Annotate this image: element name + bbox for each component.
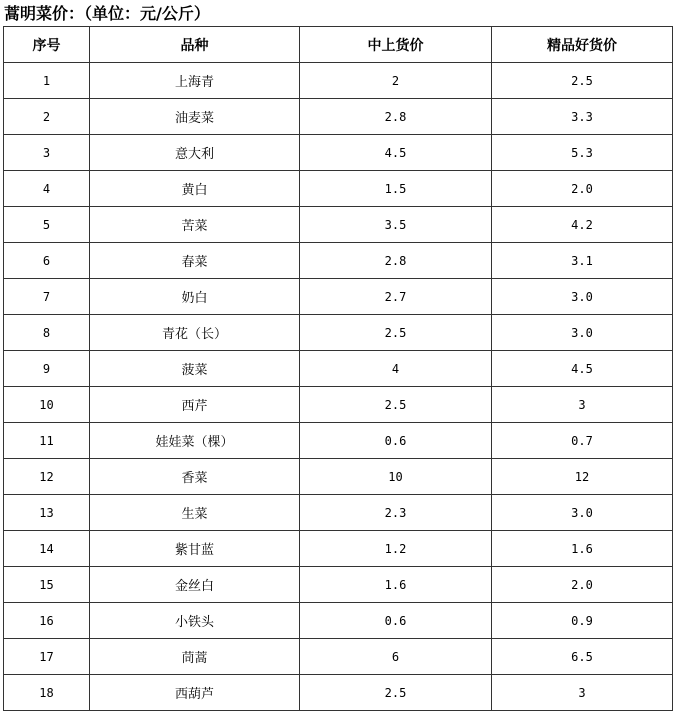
cell-variety: 苦菜 (90, 207, 300, 243)
table-row (4, 531, 673, 567)
cell-mid-price: 10 (300, 459, 492, 495)
cell-premium-price: 3.0 (492, 315, 673, 351)
cell-variety: 青花（长） (90, 315, 300, 351)
table-body (4, 63, 673, 711)
cell-mid-price: 2.3 (300, 495, 492, 531)
cell-variety: 西芹 (90, 387, 300, 423)
page-title: 蒿明菜价：（单位：元/公斤） (4, 4, 210, 23)
table-row (4, 639, 673, 675)
cell-mid-price: 1.6 (300, 567, 492, 603)
cell-premium-price: 3 (492, 675, 673, 711)
cell-mid-price: 2 (300, 63, 492, 99)
cell-variety: 奶白 (90, 279, 300, 315)
cell-variety: 茼蒿 (90, 639, 300, 675)
cell-index: 2 (4, 99, 90, 135)
cell-premium-price: 5.3 (492, 135, 673, 171)
header-variety: 品种 (90, 27, 300, 63)
price-table (3, 26, 673, 711)
cell-index: 11 (4, 423, 90, 459)
cell-index: 9 (4, 351, 90, 387)
cell-index: 18 (4, 675, 90, 711)
cell-variety: 金丝白 (90, 567, 300, 603)
cell-premium-price: 2.0 (492, 567, 673, 603)
header-mid-price: 中上货价 (300, 27, 492, 63)
cell-premium-price: 4.2 (492, 207, 673, 243)
cell-mid-price: 0.6 (300, 423, 492, 459)
table-row (4, 567, 673, 603)
cell-variety: 油麦菜 (90, 99, 300, 135)
cell-premium-price: 3.0 (492, 279, 673, 315)
table-row (4, 459, 673, 495)
table-row (4, 63, 673, 99)
cell-mid-price: 3.5 (300, 207, 492, 243)
table-row (4, 495, 673, 531)
cell-premium-price: 3.0 (492, 495, 673, 531)
cell-index: 3 (4, 135, 90, 171)
cell-index: 8 (4, 315, 90, 351)
cell-mid-price: 2.5 (300, 315, 492, 351)
cell-premium-price: 0.9 (492, 603, 673, 639)
cell-mid-price: 2.8 (300, 243, 492, 279)
cell-index: 13 (4, 495, 90, 531)
table-row (4, 135, 673, 171)
table-row (4, 603, 673, 639)
cell-mid-price: 2.7 (300, 279, 492, 315)
cell-premium-price: 2.5 (492, 63, 673, 99)
cell-variety: 生菜 (90, 495, 300, 531)
cell-index: 14 (4, 531, 90, 567)
table-row (4, 315, 673, 351)
table-row (4, 99, 673, 135)
header-index: 序号 (4, 27, 90, 63)
cell-mid-price: 4 (300, 351, 492, 387)
cell-index: 10 (4, 387, 90, 423)
table-row (4, 351, 673, 387)
cell-premium-price: 4.5 (492, 351, 673, 387)
cell-mid-price: 6 (300, 639, 492, 675)
table-row (4, 207, 673, 243)
cell-mid-price: 4.5 (300, 135, 492, 171)
cell-variety: 娃娃菜（棵） (90, 423, 300, 459)
cell-premium-price: 12 (492, 459, 673, 495)
cell-index: 4 (4, 171, 90, 207)
cell-premium-price: 6.5 (492, 639, 673, 675)
cell-variety: 西葫芦 (90, 675, 300, 711)
cell-index: 15 (4, 567, 90, 603)
cell-index: 17 (4, 639, 90, 675)
cell-variety: 黄白 (90, 171, 300, 207)
cell-variety: 上海青 (90, 63, 300, 99)
table-header-row (4, 27, 673, 63)
cell-variety: 菠菜 (90, 351, 300, 387)
header-premium-price: 精品好货价 (492, 27, 673, 63)
cell-index: 5 (4, 207, 90, 243)
cell-variety: 香菜 (90, 459, 300, 495)
cell-variety: 意大利 (90, 135, 300, 171)
table-row (4, 387, 673, 423)
cell-mid-price: 1.5 (300, 171, 492, 207)
cell-premium-price: 2.0 (492, 171, 673, 207)
cell-mid-price: 2.5 (300, 387, 492, 423)
table-row (4, 171, 673, 207)
cell-index: 16 (4, 603, 90, 639)
cell-index: 7 (4, 279, 90, 315)
cell-mid-price: 2.5 (300, 675, 492, 711)
cell-variety: 紫甘蓝 (90, 531, 300, 567)
cell-index: 6 (4, 243, 90, 279)
table-row (4, 675, 673, 711)
cell-premium-price: 3 (492, 387, 673, 423)
table-row (4, 423, 673, 459)
cell-premium-price: 1.6 (492, 531, 673, 567)
cell-index: 12 (4, 459, 90, 495)
cell-premium-price: 3.1 (492, 243, 673, 279)
table-row (4, 243, 673, 279)
cell-mid-price: 0.6 (300, 603, 492, 639)
cell-variety: 小铁头 (90, 603, 300, 639)
cell-premium-price: 3.3 (492, 99, 673, 135)
table-row (4, 279, 673, 315)
cell-mid-price: 2.8 (300, 99, 492, 135)
cell-mid-price: 1.2 (300, 531, 492, 567)
cell-index: 1 (4, 63, 90, 99)
cell-premium-price: 0.7 (492, 423, 673, 459)
cell-variety: 春菜 (90, 243, 300, 279)
